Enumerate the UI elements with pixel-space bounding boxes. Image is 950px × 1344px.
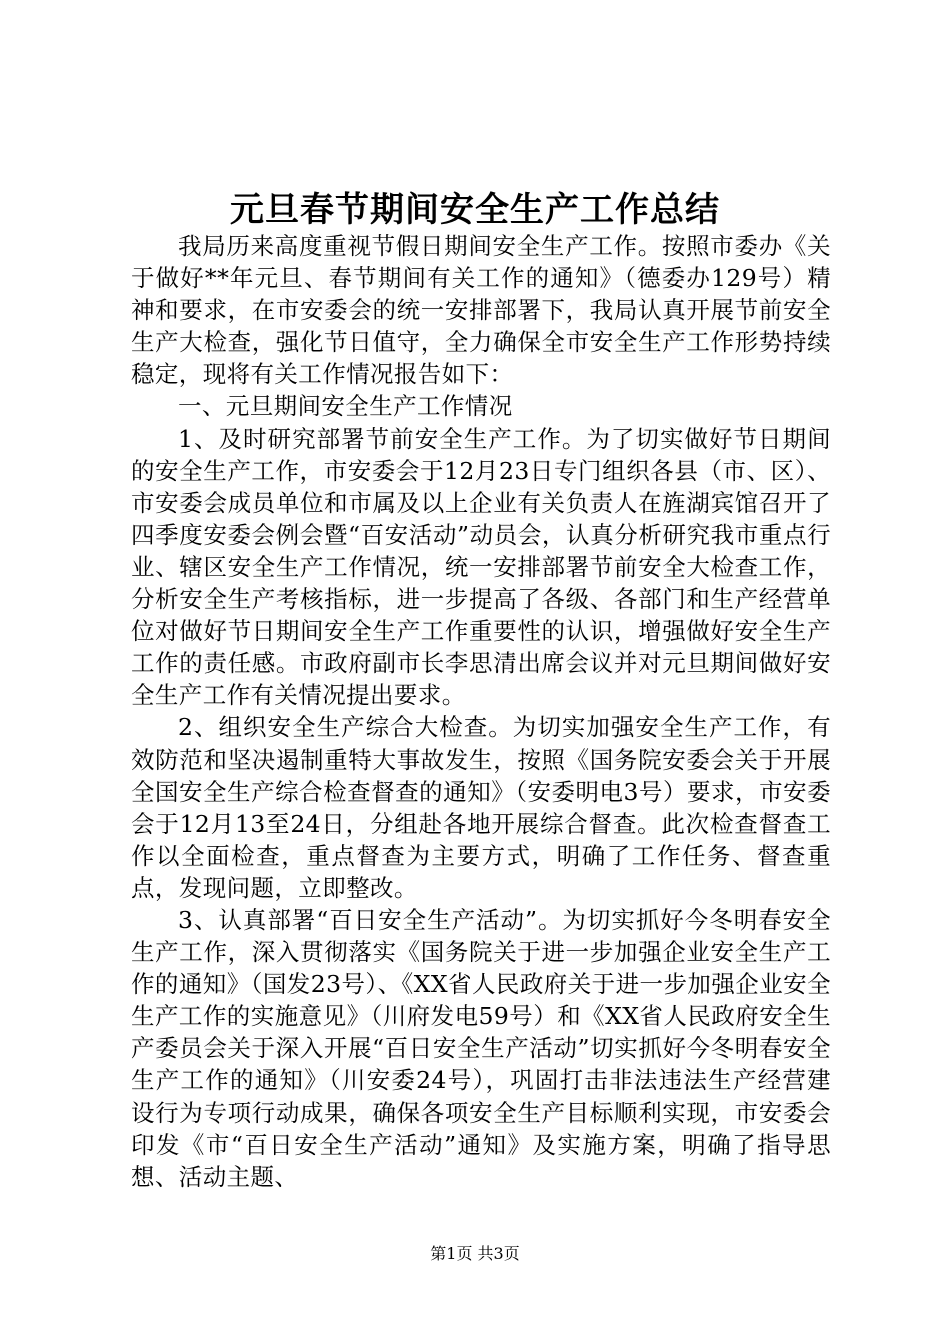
page-number-footer: 第1页 共3页 [430,1244,520,1263]
body-paragraph: 2、组织安全生产综合大检查。为切实加强安全生产工作，有效防范和坚决遏制重特大事故发生，按照《国务院安委会关于开展全国安全生产综合检查督查的通知》（安委明电3号）要求，市安委会于12月13至24日，分组赴各地开展综合督查。此次检查督查工作以全面检查，重点督查为主要方式，明确了工作任务、督查重点，发现问题，立即整改。 [131,713,831,902]
section-heading: 一、元旦期间安全生产工作情况 [178,392,513,421]
intro-paragraph: 我局历来高度重视节假日期间安全生产工作。按照市委办《关于做好**年元旦、春节期间有关工作的通知》（德委办129号）精神和要求，在市安委会的统一安排部署下，我局认真开展节前安全生产大检查，强化节日值守，全力确保全市安全生产工作形势持续稳定，现将有关工作情况报告如下： [131,232,831,389]
document-title: 元旦春节期间安全生产工作总结 [230,190,720,230]
body-paragraph: 3、认真部署“百日安全生产活动”。为切实抓好今冬明春安全生产工作，深入贯彻落实《国务院关于进一步加强企业安全生产工作的通知》（国发23号）、《XX省人民政府关于进一步加强企业安全生产工作的实施意见》（川府发电59号）和《XX省人民政府安全生产委员会关于深入开展“百日安全生产活动”切实抓好今冬明春安全生产工作的通知》（川安委24号），巩固打击非法违法生产经营建设行为专项行动成果，确保各项安全生产目标顺利实现，市安委会印发《市“百日安全生产活动”通知》及实施方案，明确了指导思想、活动主题、 [131,905,831,1191]
body-paragraph: 1、及时研究部署节前安全生产工作。为了切实做好节日期间的安全生产工作，市安委会于12月23日专门组织各县（市、区）、市安委会成员单位和市属及以上企业有关负责人在旌湖宾馆召开了四季度安委会例会暨“百安活动”动员会，认真分析研究我市重点行业、辖区安全生产工作情况，统一安排部署节前安全大检查工作，分析安全生产考核指标，进一步提高了各级、各部门和生产经营单位对做好节日期间安全生产工作重要性的认识，增强做好安全生产工作的责任感。市政府副市长李思清出席会议并对元旦期间做好安全生产工作有关情况提出要求。 [131,424,831,710]
document-body [131,230,831,1193]
